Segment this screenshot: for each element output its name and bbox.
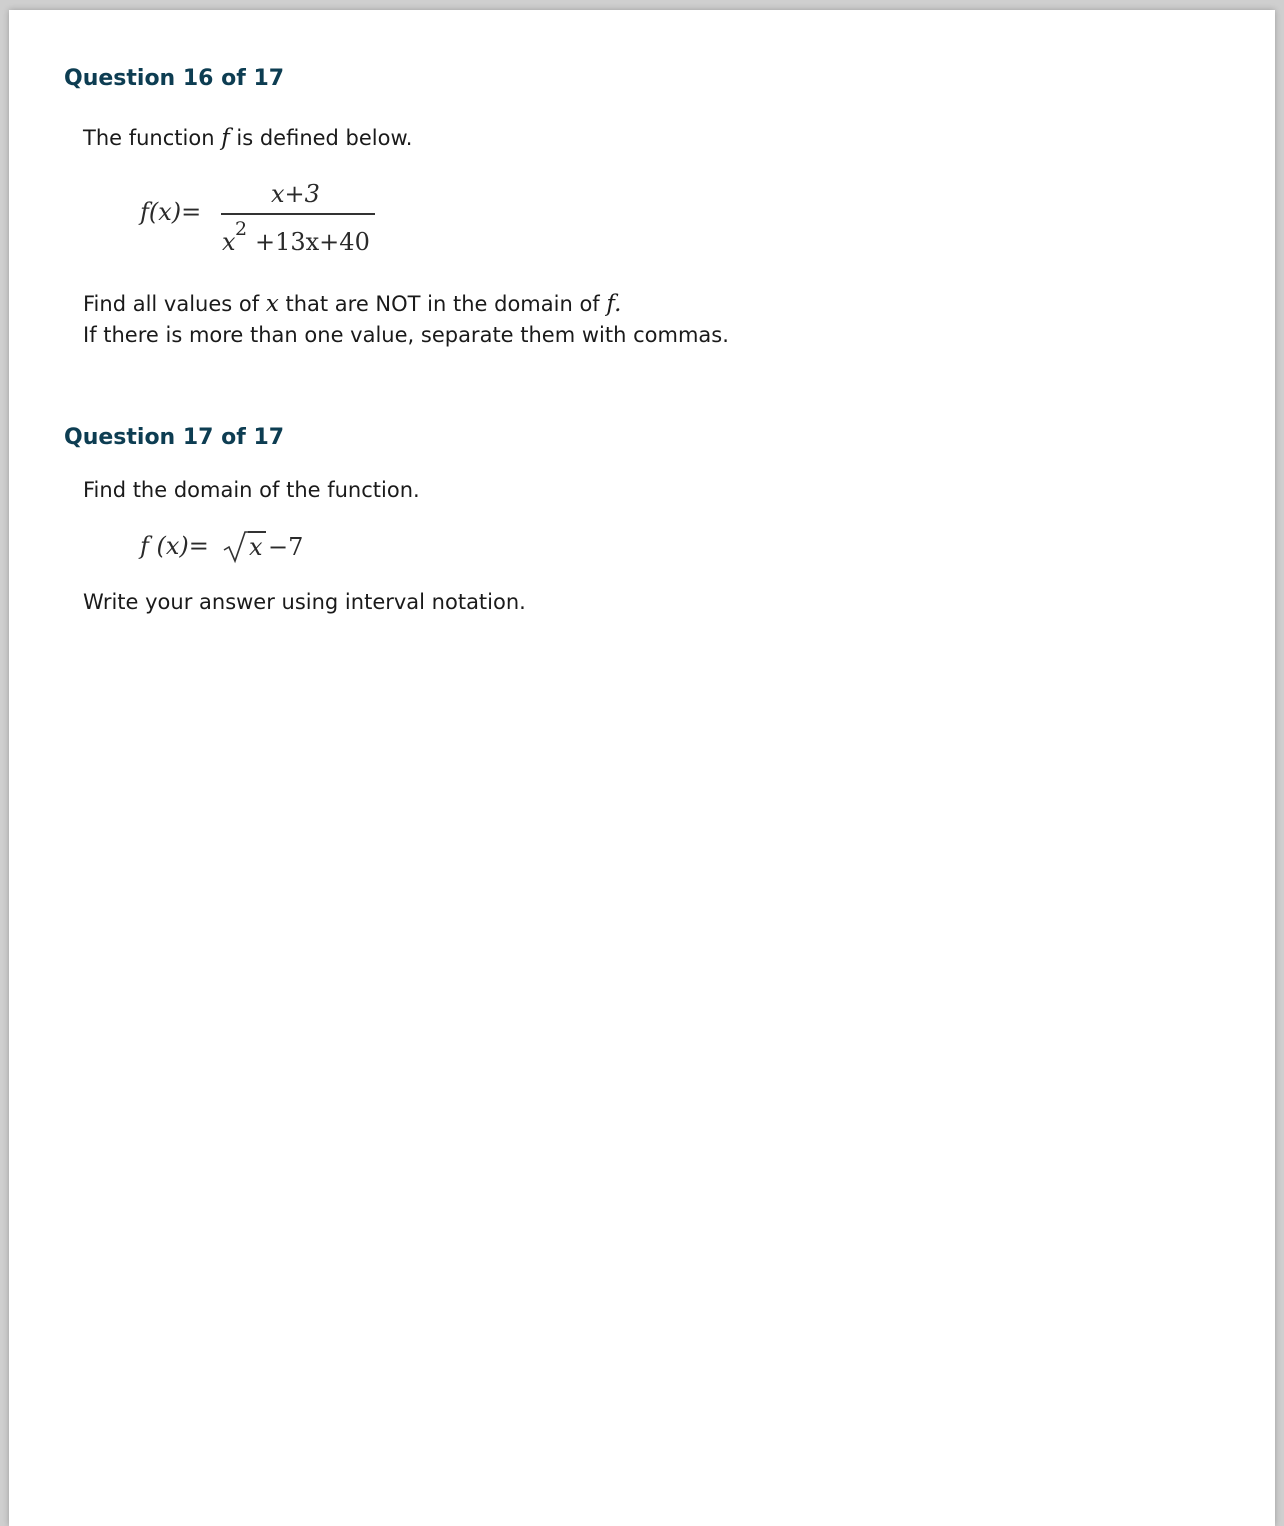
equation-lhs: f (x)=	[140, 532, 209, 560]
question-16-prompt-line2: If there is more than one value, separate them with commas.	[83, 323, 729, 347]
prompt-text-middle: that are NOT in the domain of	[278, 292, 607, 316]
square-root-icon	[223, 530, 249, 564]
denominator-exponent: 2	[235, 218, 248, 240]
question-16-prompt	[83, 291, 621, 317]
equation-numerator: x+3	[271, 180, 320, 208]
intro-text-end: is defined below.	[229, 126, 413, 150]
question-16-title: Question 16 of 17	[64, 66, 285, 91]
equation-radicand: x	[249, 533, 263, 561]
prompt-variable: x	[265, 291, 279, 317]
denominator-base: x	[222, 228, 236, 256]
question-16-intro	[83, 125, 412, 151]
question-17-title: Question 17 of 17	[64, 425, 285, 450]
intro-text: The function	[83, 126, 222, 150]
question-17-intro: Find the domain of the function.	[83, 478, 420, 502]
equation-lhs: f(x)=	[140, 198, 202, 226]
worksheet-page	[9, 10, 1275, 1526]
function-variable: f	[221, 125, 230, 151]
denominator-rest: +13x+40	[255, 228, 370, 256]
prompt-function: f.	[606, 291, 622, 317]
fraction-bar	[221, 213, 375, 215]
question-17-instruction: Write your answer using interval notation.	[83, 590, 526, 614]
equation-rest: −7	[268, 533, 304, 561]
prompt-text: Find all values of	[83, 292, 266, 316]
